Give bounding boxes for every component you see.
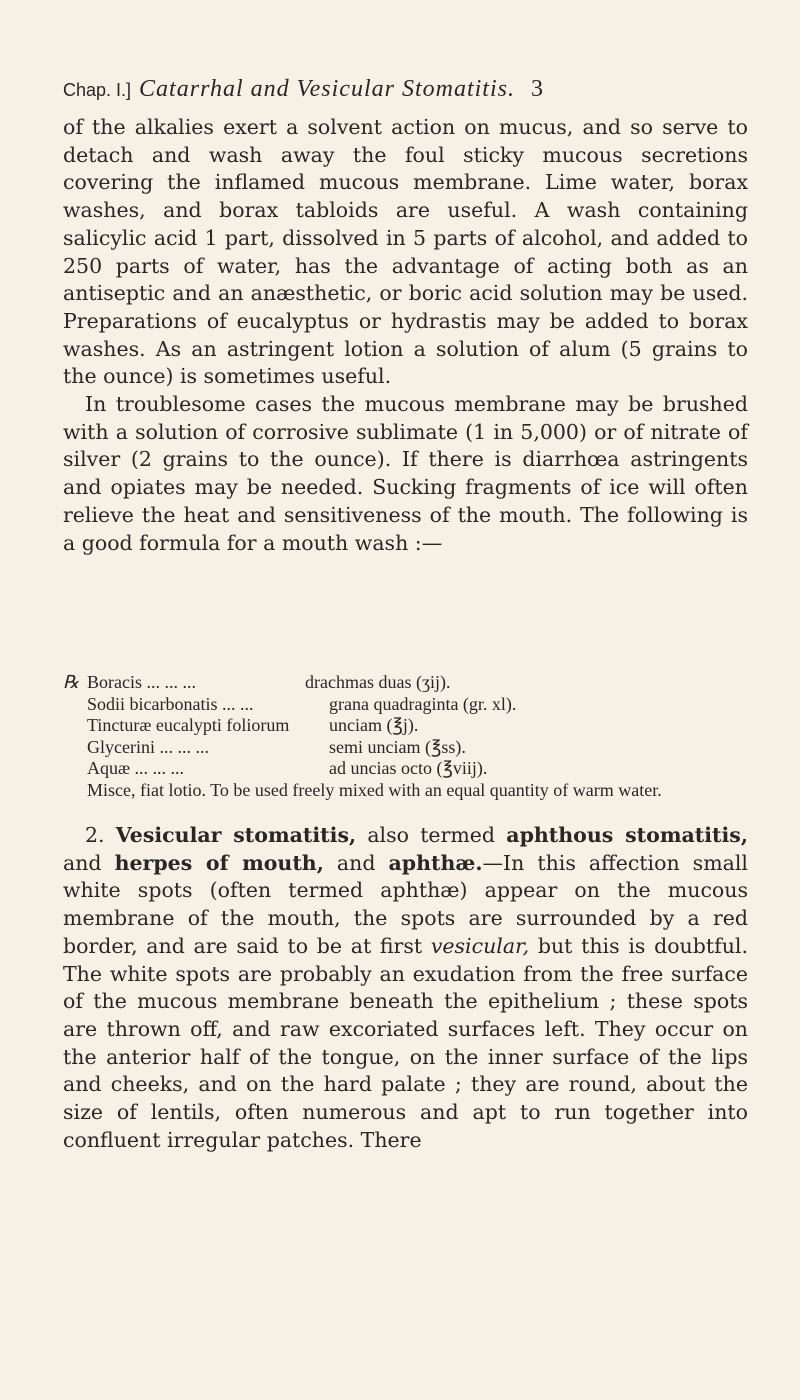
recipe-symbol: ℞ — [63, 672, 80, 692]
prescription — [63, 672, 748, 801]
prescription-line — [63, 694, 748, 716]
prescription-directions: Misce, fiat lotio. To be used freely mixed with an equal quantity of warm water. — [87, 779, 662, 800]
section-vesicular-stomatitis — [63, 822, 748, 1154]
connector-text: also termed — [356, 823, 507, 847]
body-text — [63, 114, 748, 557]
quantity: drachmas duas (ʒij). — [305, 672, 451, 692]
prescription-line — [63, 715, 748, 737]
prescription-line — [63, 758, 748, 780]
section-heading: Vesicular stomatitis, — [115, 823, 357, 847]
running-header — [63, 76, 743, 103]
prescription-line — [63, 737, 748, 759]
prescription-line — [63, 672, 748, 694]
ingredient: Glycerini ... ... ... — [87, 736, 209, 757]
synonym-term: aphthous stomatitis, — [506, 823, 748, 847]
ingredient: Boracis ... ... ... — [87, 672, 196, 692]
section-paragraph — [63, 822, 748, 1154]
connector-text: and — [63, 850, 115, 875]
section-text: but this is doubtful. The white spots are probably an exudation from the free surface of the mucous membrane beneath the epithelium ; these spots are thrown off, and raw excoriated surfaces left. They occur on the anterior half of the tongue, on the inner surface of the lips and cheeks, and on the hard palate ; they are round, about the size of lentils, often numerous and apt to run together into confluent irregular patches. There — [63, 933, 748, 1152]
quantity: ad uncias octo (℥viij). — [329, 758, 488, 778]
ingredient: Sodii bicarbonatis ... ... — [87, 693, 254, 714]
section-number: 2. — [85, 823, 105, 847]
paragraph-1: of the alkalies exert a solvent action on mucus, and so serve to detach and wash away the foul sticky mucous secretions covering the inflamed mucous membrane. Lime water, borax washes, and borax tabloids are useful. A wash containing salicylic acid 1 part, dissolved in 5 parts of alcohol, and added to 250 parts of water, has the advantage of acting both as an antiseptic and an anæsthetic, or boric acid solution may be used. Preparations of eucalyptus or hydrastis may be added to borax washes. As an astringent lotion a solution of alum (5 grains to the ounce) is sometimes useful. — [63, 115, 748, 389]
section-text: —In this affection small white spots (often termed aphthæ) appear on the mucous membrane of the mouth, the spots are surrounded by a red border, and are said to be at first — [63, 850, 748, 958]
running-title: Catarrhal and Vesicular Stomatitis. — [139, 76, 515, 102]
chapter-label: Chap. I.] — [63, 80, 132, 100]
quantity: grana quadraginta (gr. xl). — [329, 693, 517, 714]
page-number: 3 — [530, 76, 543, 102]
connector-text: and — [323, 850, 389, 875]
quantity: semi unciam (℥ss). — [329, 736, 466, 757]
quantity: unciam (℥j). — [329, 715, 419, 735]
ingredient: Tincturæ eucalypti foliorum — [87, 715, 290, 735]
synonym-term: aphthæ. — [388, 850, 483, 875]
paragraph-2: In troublesome cases the mucous membrane may be brushed with a solution of corrosive sublimate (1 in 5,000) or of nitrate of silver (2 grains to the ounce). If there is diarrhœa astringents and opiates may be needed. Sucking fragments of ice will often relieve the heat and sensitiveness of the mouth. The following is a good formula for a mouth wash :— — [63, 392, 748, 555]
synonym-term: herpes of mouth, — [114, 850, 324, 875]
italic-term: vesicular, — [430, 933, 530, 958]
ingredient: Aquæ ... ... ... — [87, 758, 185, 778]
